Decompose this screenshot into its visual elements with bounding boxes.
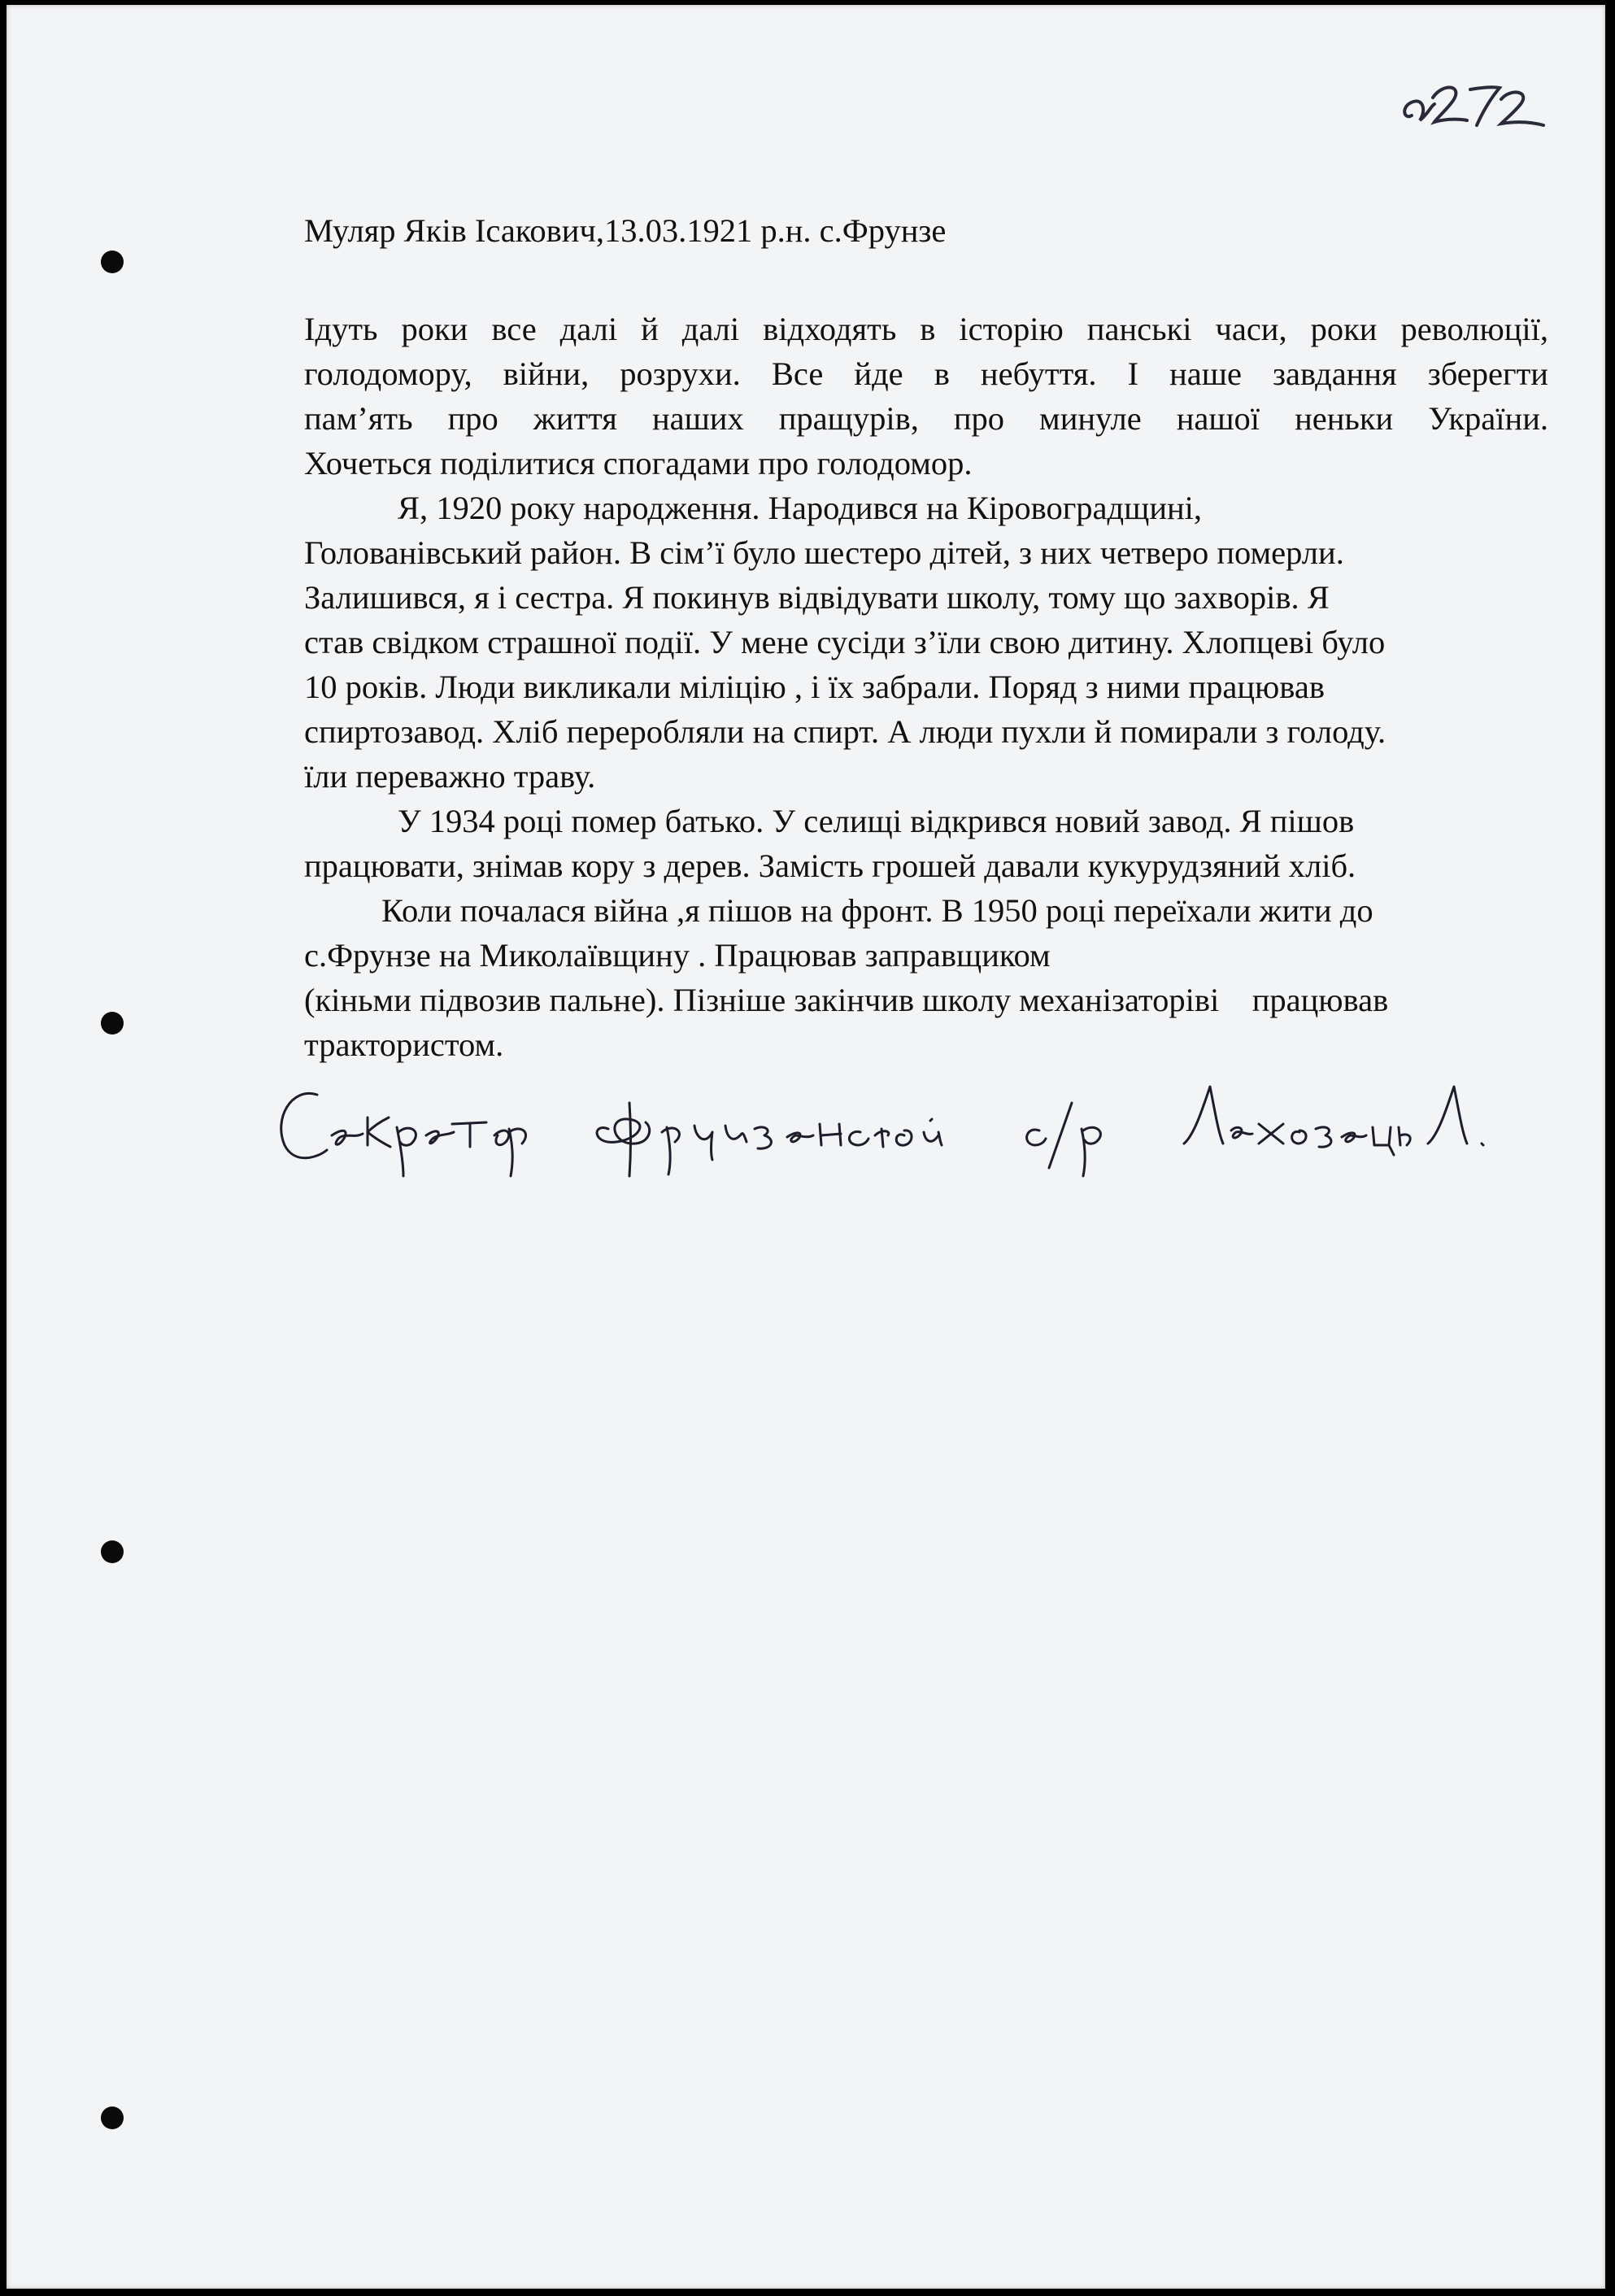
document-body — [304, 208, 1548, 1067]
text-line: Голованівський район. В сім’ї було шестеро дітей, з них четверо померли. — [304, 534, 1344, 571]
punch-hole — [101, 1012, 124, 1035]
text-line: У 1934 році помер батько. У селищі відкрився новий завод. Я пішов — [398, 803, 1355, 839]
text-line: Хочеться поділитися спогадами про голодомор. — [304, 445, 973, 481]
text-line: їли переважно траву. — [304, 758, 596, 795]
punch-hole — [101, 2106, 124, 2129]
document-heading: Муляр Яків Ісакович,13.03.1921 р.н. с.Фрунзе — [304, 212, 947, 249]
punch-hole — [101, 1540, 124, 1563]
text-line: спиртозавод. Хліб переробляли на спирт. А люди пухли й помирали з голоду. — [304, 713, 1386, 750]
text-line: 10 років. Люди викликали міліцію , і їх забрали. Поряд з ними працював — [304, 669, 1325, 705]
punch-hole — [101, 251, 124, 273]
text-line: голодомору, війни, розрухи. Все йде в небуття. І наше завдання зберегти — [304, 355, 1548, 392]
text-line: трактористом. — [304, 1026, 504, 1063]
handwritten-page-number — [1395, 57, 1550, 138]
handwritten-signature — [267, 1054, 1503, 1184]
text-line: с.Фрунзе на Миколаївщину . Працював заправщиком — [304, 937, 1051, 974]
text-line: Я, 1920 року народження. Народився на Кіровоградщині, — [398, 490, 1203, 526]
document-page — [7, 5, 1605, 2289]
text-line: (кіньми підвозив пальне). Пізніше закінчив школу механізаторіві працював — [304, 982, 1389, 1018]
text-line: став свідком страшної події. У мене сусіди з’їли свою дитину. Хлопцеві було — [304, 624, 1386, 660]
text-line: пам’ять про життя наших пращурів, про минуле нашої неньки України. — [304, 400, 1548, 437]
text-line: Залишився, я і сестра. Я покинув відвідувати школу, тому що захворів. Я — [304, 579, 1330, 616]
text-line: працювати, знімав кору з дерев. Замість грошей давали кукурудзяний хліб. — [304, 847, 1356, 884]
text-line: Ідуть роки все далі й далі відходять в історію панські часи, роки революції, — [304, 311, 1548, 347]
text-line: Коли почалася війна ,я пішов на фронт. В 1950 році переїхали жити до — [381, 892, 1373, 929]
